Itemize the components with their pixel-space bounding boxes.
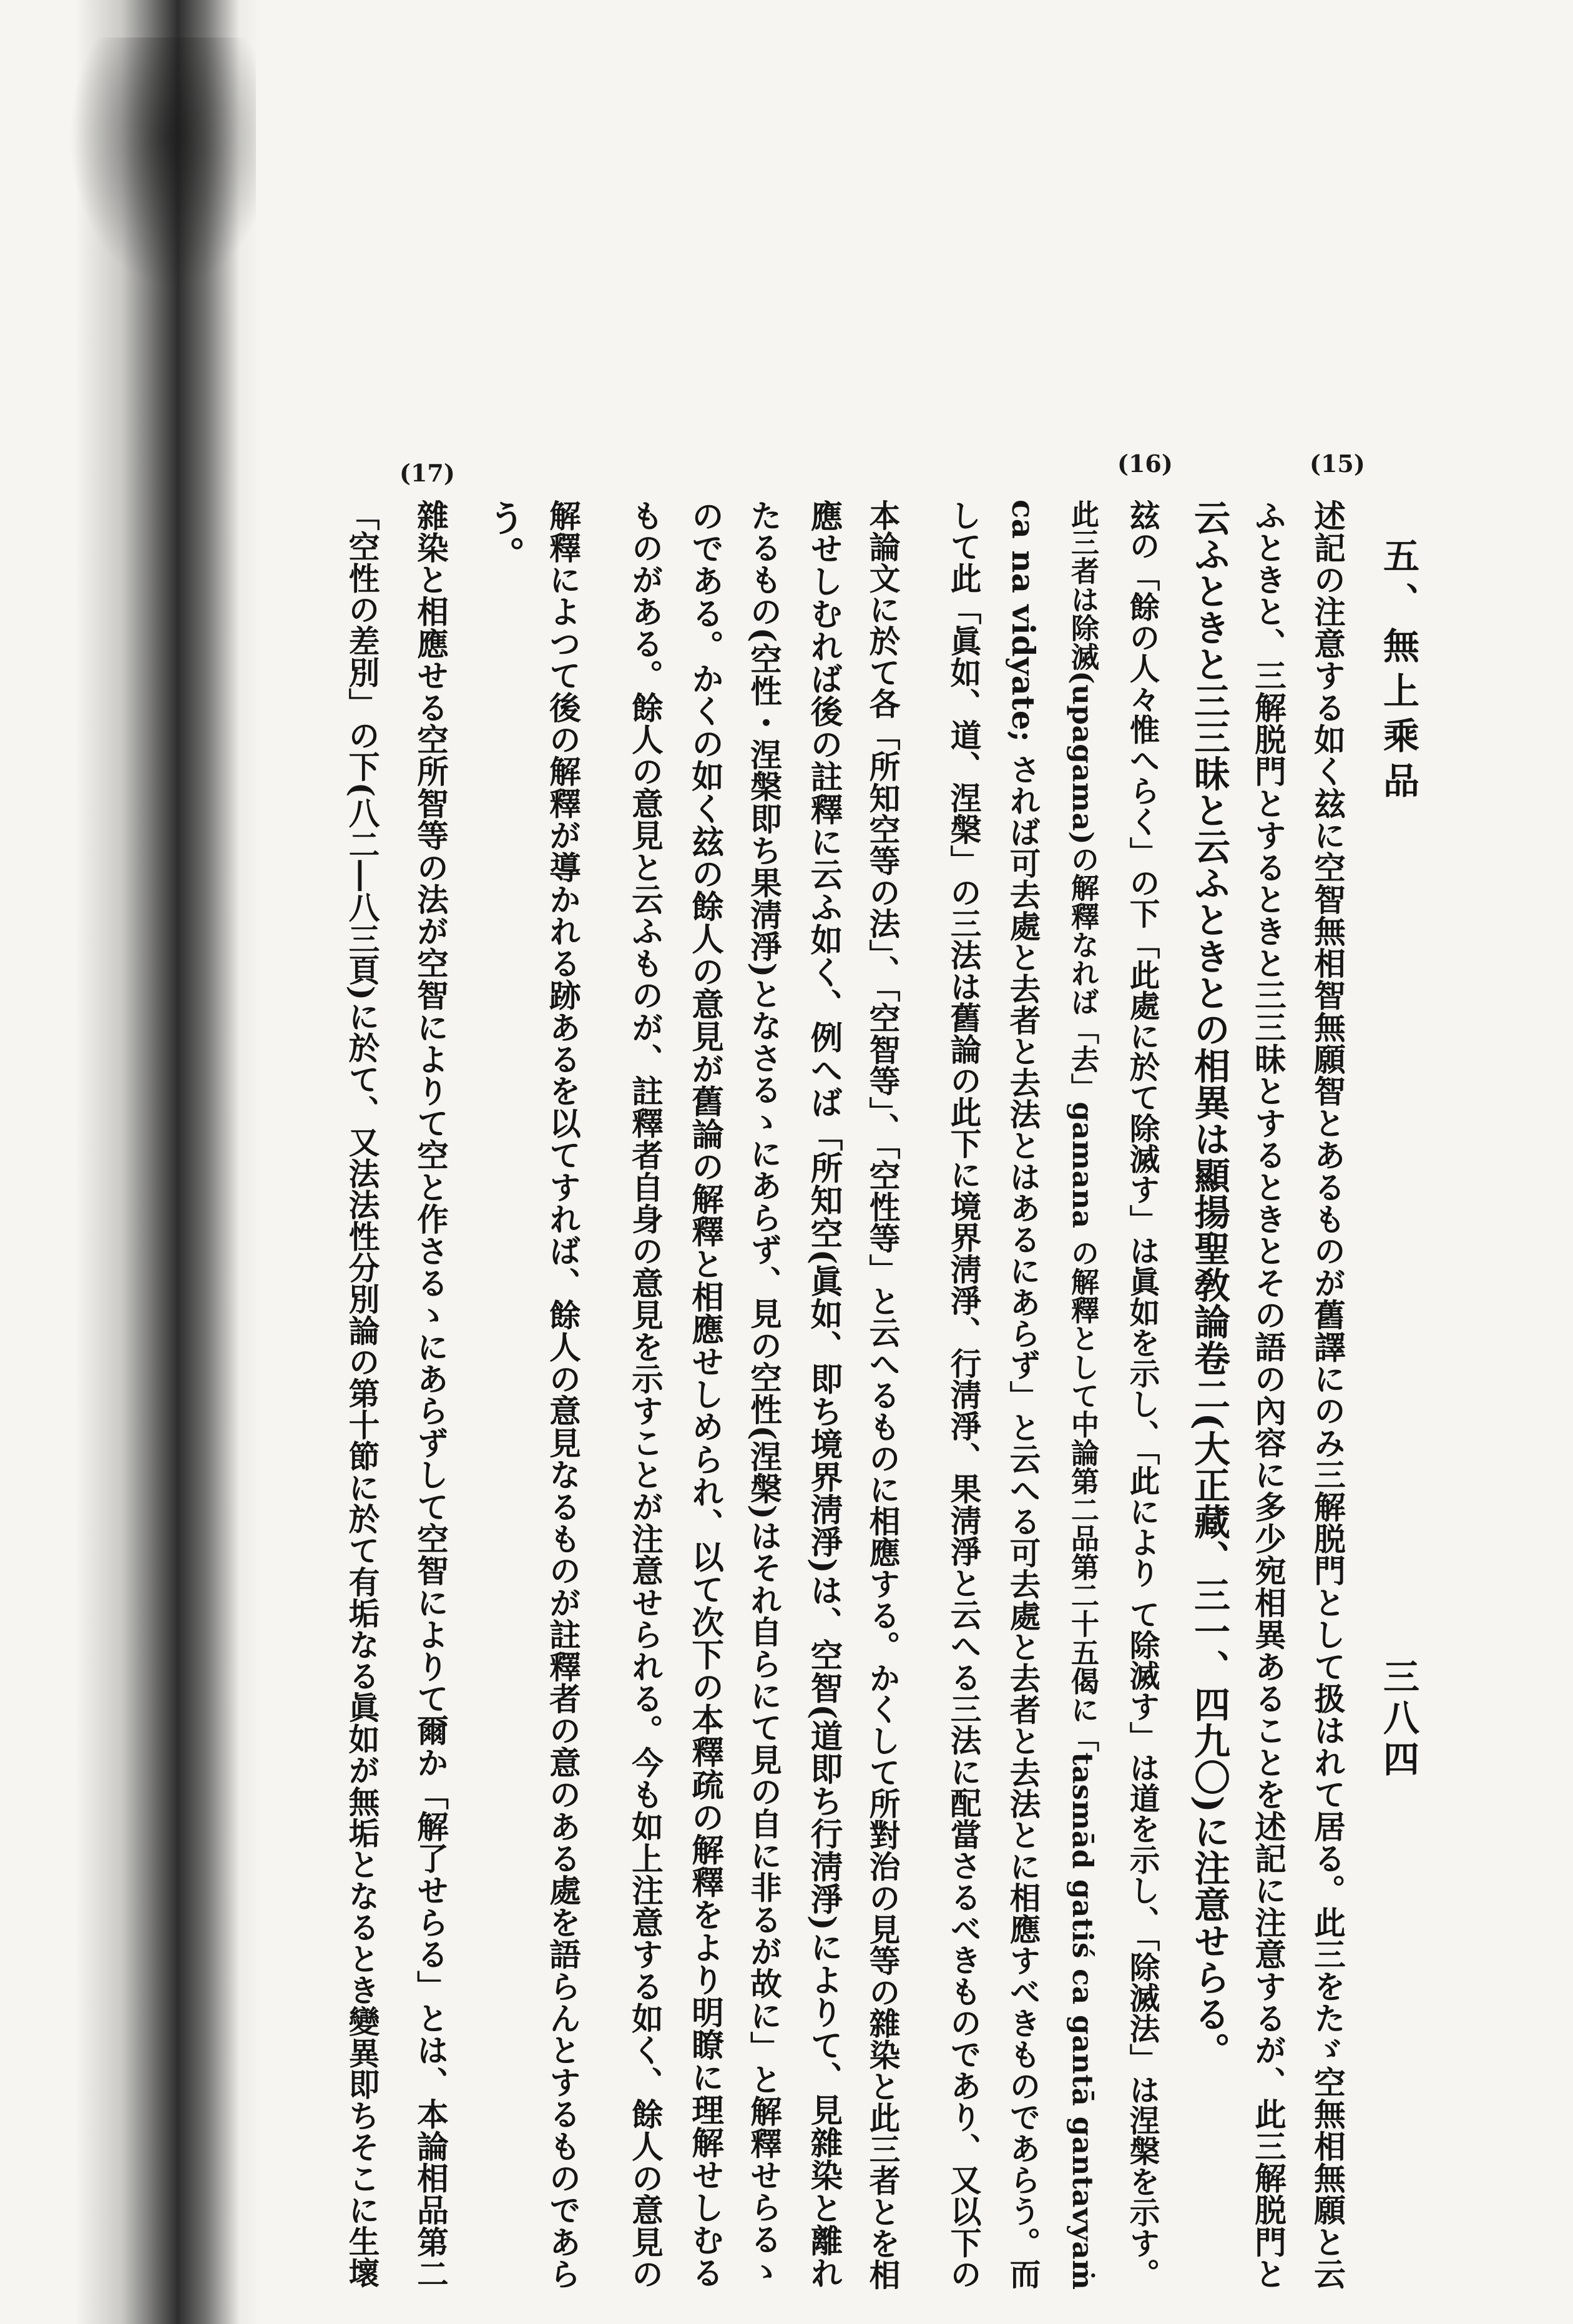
text-column-6: ca na vidyate; されば可去處と去者と去法とはあるにあらず」と云へる可去處と去者と去法とに相應すべきものであらう。而 — [1005, 500, 1042, 2290]
text-column-15: 雜染と相應せる空所智等の法が空智によりて空と作さるゝにあらずして空智によりて爾か「解了せらる」とは、本論相品第二 — [412, 500, 449, 2290]
text-column-7: して此「眞如、道、涅槃」の三法は舊論の此下に境界淸淨、行淸淨、果淸淨と云へる三法に配當さるべきものであり、又以下の — [946, 500, 983, 2290]
note-marker-17: (17) — [399, 459, 455, 487]
text-column-11: のである。かくの如く玆の餘人の意見が舊論の解釋と相應せしめられ、以て次下の本釋疏の解釋をより明瞭に理解せしむる — [686, 500, 723, 2289]
note-marker-15: (15) — [1310, 450, 1365, 478]
text-column-10: たるもの(空性・涅槃即ち果淸淨)となさるゝにあらず、見の空性(涅槃)はそれ自らにて見の自に非るが故に」と解釋せらるゝ — [745, 500, 783, 2287]
text-column-3: 云ふときと三三昧と云ふときとの相異は顯揚聖敎論卷二(大正藏、三一、四九〇)に注意せらる。 — [1188, 500, 1230, 2069]
binding-shadow — [75, 0, 262, 2324]
chapter-title: 五、無上乘品 — [1377, 537, 1419, 807]
text-column-8: 本論文に於て各「所知空等の法」、「空智等」、「空性等」と云へるものに相應する。かくして所對治の見等の雜染と此三者とを相 — [865, 500, 901, 2291]
text-column-14: う。 — [483, 500, 525, 573]
text-column-5: 此三者は除滅(upagama)の解釋なれば「去」gamana の解釋として中論第二品第二十五偈に「tasmād gatiś ca gantā gantavyaṁ — [1066, 500, 1099, 2290]
text-column-4: 玆の「餘の人々惟へらく」の下「此處に於て除滅す」は眞如を示し、「此により て除滅す」は道を示し、「除滅法」は涅槃を示す。 — [1124, 500, 1160, 2289]
text-column-1: 述記の注意する如く玆に空智無相智無願智とあるものが舊譯にのみ三解脱門として扱はれて居る。此三をたゞ空無相無願と云 — [1309, 500, 1346, 2290]
text-column-2: ふときと、三解脱門とするときと三三昧とするときとその語の內容に多少宛相異あることを述記に注意するが、此三解脱門と — [1250, 500, 1287, 2290]
page-number: 三八四 — [1377, 1658, 1419, 1781]
note-marker-16: (16) — [1117, 450, 1173, 478]
scan-smudge — [69, 37, 256, 287]
text-column-13: 解釋によつて後の解釋が導かれる跡あるを以てすれば、餘人の意見なるものが註釋者の意のある處を語らんとするものであら — [544, 500, 582, 2290]
text-column-12: ものがある。餘人の意見と云ふものが、註釋者自身の意見を示すことが注意せられる。今も如上注意する如く、餘人の意見の — [627, 500, 664, 2290]
text-column-9: 應せしむれば後の註釋に云ふ如く、例へば「所知空(眞如、即ち境界淸淨)は、空智(道即ち行淸淨)によりて、見雜染と離れ — [805, 500, 843, 2290]
text-column-16: 「空性の差別」の下(八二―八三頁)に於て、又法法性分別論の第十節に於て有垢なる眞如が無垢となるとき變異即ちそこに生壞 — [344, 500, 381, 2288]
